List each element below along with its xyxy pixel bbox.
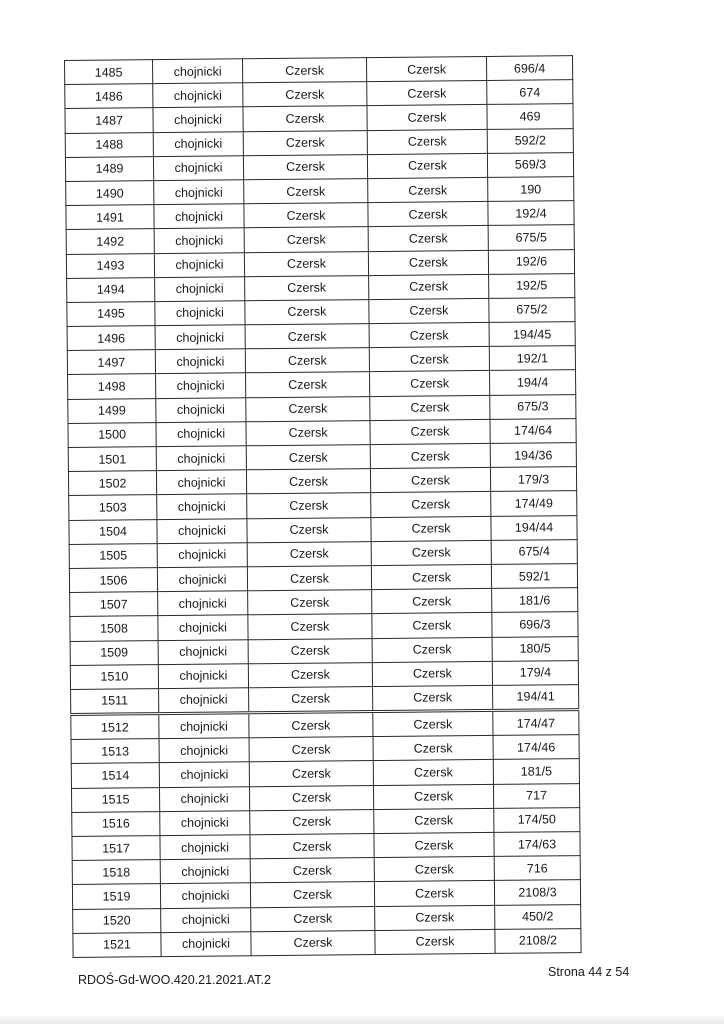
municipality-cell: Czersk bbox=[244, 251, 368, 276]
precinct-cell: Czersk bbox=[370, 395, 490, 420]
municipality-cell: Czersk bbox=[247, 566, 371, 591]
county-cell: chojnicki bbox=[153, 107, 243, 132]
municipality-cell: Czersk bbox=[251, 906, 375, 931]
municipality-cell: Czersk bbox=[243, 82, 367, 107]
parcel-number-cell: 194/44 bbox=[491, 515, 577, 540]
precinct-cell: Czersk bbox=[369, 298, 489, 323]
precinct-cell: Czersk bbox=[373, 736, 493, 761]
row-number-cell: 1500 bbox=[68, 422, 156, 447]
row-number-cell: 1513 bbox=[71, 739, 159, 764]
municipality-cell: Czersk bbox=[246, 396, 370, 421]
parcel-number-cell: 2108/3 bbox=[494, 880, 580, 905]
county-cell: chojnicki bbox=[157, 567, 247, 592]
precinct-cell: Czersk bbox=[370, 419, 490, 444]
county-cell: chojnicki bbox=[160, 835, 250, 860]
county-cell: chojnicki bbox=[154, 204, 244, 229]
row-number-cell: 1516 bbox=[72, 811, 160, 836]
county-cell: chojnicki bbox=[156, 422, 246, 447]
county-cell: chojnicki bbox=[153, 59, 243, 84]
parcel-number-cell: 592/1 bbox=[491, 564, 577, 589]
municipality-cell: Czersk bbox=[246, 420, 370, 445]
precinct-cell: Czersk bbox=[366, 56, 486, 81]
precinct-cell: Czersk bbox=[372, 637, 492, 662]
precinct-cell: Czersk bbox=[372, 613, 492, 638]
municipality-cell: Czersk bbox=[250, 809, 374, 834]
county-cell: chojnicki bbox=[160, 883, 250, 908]
row-number-cell: 1511 bbox=[71, 688, 159, 714]
parcel-number-cell: 194/36 bbox=[490, 443, 576, 468]
row-number-cell: 1496 bbox=[67, 326, 155, 351]
parcel-number-cell: 181/5 bbox=[493, 759, 579, 784]
municipality-cell: Czersk bbox=[251, 930, 375, 955]
parcel-number-cell: 717 bbox=[493, 783, 579, 808]
county-cell: chojnicki bbox=[154, 228, 244, 253]
row-number-cell: 1508 bbox=[70, 616, 158, 641]
row-number-cell: 1509 bbox=[70, 640, 158, 665]
municipality-cell: Czersk bbox=[245, 348, 369, 373]
county-cell: chojnicki bbox=[159, 762, 249, 787]
row-number-cell: 1514 bbox=[71, 763, 159, 788]
county-cell: chojnicki bbox=[153, 131, 243, 156]
row-number-cell: 1512 bbox=[71, 714, 159, 740]
precinct-cell: Czersk bbox=[372, 589, 492, 614]
municipality-cell: Czersk bbox=[247, 541, 371, 566]
county-cell: chojnicki bbox=[153, 156, 243, 181]
row-number-cell: 1487 bbox=[65, 108, 153, 133]
municipality-cell: Czersk bbox=[243, 130, 367, 155]
case-reference: RDOŚ-Gd-WOO.420.21.2021.AT.2 bbox=[78, 973, 271, 987]
precinct-cell: Czersk bbox=[371, 564, 491, 589]
municipality-cell: Czersk bbox=[248, 638, 372, 663]
precinct-cell: Czersk bbox=[369, 322, 489, 347]
row-number-cell: 1494 bbox=[67, 277, 155, 302]
precinct-cell: Czersk bbox=[375, 905, 495, 930]
parcel-number-cell: 675/5 bbox=[488, 225, 574, 250]
municipality-cell: Czersk bbox=[244, 179, 368, 204]
parcel-number-cell: 190 bbox=[488, 177, 574, 202]
county-cell: chojnicki bbox=[157, 543, 247, 568]
row-number-cell: 1498 bbox=[68, 374, 156, 399]
page-number: Strona 44 z 54 bbox=[548, 965, 630, 979]
municipality-cell: Czersk bbox=[243, 106, 367, 131]
row-number-cell: 1491 bbox=[66, 205, 154, 230]
county-cell: chojnicki bbox=[158, 615, 248, 640]
county-cell: chojnicki bbox=[157, 518, 247, 543]
parcel-number-cell: 675/3 bbox=[490, 394, 576, 419]
parcel-table bbox=[64, 55, 582, 958]
county-cell: chojnicki bbox=[155, 276, 245, 301]
row-number-cell: 1515 bbox=[71, 787, 159, 812]
row-number-cell: 1504 bbox=[69, 519, 157, 544]
precinct-cell: Czersk bbox=[368, 226, 488, 251]
precinct-cell: Czersk bbox=[367, 129, 487, 154]
parcel-number-cell: 675/2 bbox=[489, 297, 575, 322]
county-cell: chojnicki bbox=[160, 859, 250, 884]
municipality-cell: Czersk bbox=[246, 445, 370, 470]
municipality-cell: Czersk bbox=[249, 737, 373, 762]
precinct-cell: Czersk bbox=[374, 832, 494, 857]
row-number-cell: 1521 bbox=[73, 932, 161, 957]
precinct-cell: Czersk bbox=[367, 153, 487, 178]
row-number-cell: 1490 bbox=[66, 181, 154, 206]
municipality-cell: Czersk bbox=[248, 614, 372, 639]
row-number-cell: 1497 bbox=[67, 350, 155, 375]
precinct-cell: Czersk bbox=[369, 274, 489, 299]
page-edge-shadow bbox=[0, 1014, 724, 1024]
precinct-cell: Czersk bbox=[369, 347, 489, 372]
precinct-cell: Czersk bbox=[368, 202, 488, 227]
municipality-cell: Czersk bbox=[250, 834, 374, 859]
row-number-cell: 1499 bbox=[68, 398, 156, 423]
precinct-cell: Czersk bbox=[372, 661, 492, 686]
county-cell: chojnicki bbox=[156, 397, 246, 422]
precinct-cell: Czersk bbox=[367, 105, 487, 130]
row-number-cell: 1495 bbox=[67, 302, 155, 327]
precinct-cell: Czersk bbox=[368, 250, 488, 275]
parcel-number-cell: 174/63 bbox=[494, 832, 580, 857]
row-number-cell: 1517 bbox=[72, 836, 160, 861]
precinct-cell: Czersk bbox=[374, 881, 494, 906]
parcel-number-cell: 716 bbox=[494, 856, 580, 881]
row-number-cell: 1489 bbox=[65, 156, 153, 181]
parcel-number-cell: 192/1 bbox=[489, 346, 575, 371]
row-number-cell: 1492 bbox=[66, 229, 154, 254]
municipality-cell: Czersk bbox=[249, 785, 373, 810]
parcel-number-cell: 194/4 bbox=[490, 370, 576, 395]
precinct-cell: Czersk bbox=[368, 177, 488, 202]
row-number-cell: 1486 bbox=[65, 84, 153, 109]
parcel-number-cell: 181/6 bbox=[492, 588, 578, 613]
precinct-cell: Czersk bbox=[373, 710, 493, 736]
row-number-cell: 1493 bbox=[66, 253, 154, 278]
municipality-cell: Czersk bbox=[248, 662, 372, 687]
county-cell: chojnicki bbox=[159, 738, 249, 763]
precinct-cell: Czersk bbox=[375, 929, 495, 954]
county-cell: chojnicki bbox=[159, 688, 249, 714]
precinct-cell: Czersk bbox=[367, 81, 487, 106]
county-cell: chojnicki bbox=[156, 470, 246, 495]
municipality-cell: Czersk bbox=[246, 469, 370, 494]
municipality-cell: Czersk bbox=[245, 299, 369, 324]
county-cell: chojnicki bbox=[159, 713, 249, 739]
municipality-cell: Czersk bbox=[244, 227, 368, 252]
row-number-cell: 1506 bbox=[69, 568, 157, 593]
county-cell: chojnicki bbox=[158, 639, 248, 664]
precinct-cell: Czersk bbox=[373, 784, 493, 809]
row-number-cell: 1503 bbox=[69, 495, 157, 520]
municipality-cell: Czersk bbox=[250, 858, 374, 883]
municipality-cell: Czersk bbox=[247, 517, 371, 542]
parcel-number-cell: 179/4 bbox=[492, 660, 578, 685]
parcel-number-cell: 469 bbox=[487, 104, 573, 129]
row-number-cell: 1488 bbox=[65, 132, 153, 157]
parcel-number-cell: 569/3 bbox=[487, 152, 573, 177]
precinct-cell: Czersk bbox=[371, 516, 491, 541]
county-cell: chojnicki bbox=[155, 349, 245, 374]
row-number-cell: 1507 bbox=[70, 592, 158, 617]
row-number-cell: 1505 bbox=[69, 543, 157, 568]
county-cell: chojnicki bbox=[160, 811, 250, 836]
row-number-cell: 1502 bbox=[68, 471, 156, 496]
parcel-number-cell: 194/45 bbox=[489, 322, 575, 347]
municipality-cell: Czersk bbox=[249, 686, 373, 712]
precinct-cell: Czersk bbox=[374, 857, 494, 882]
parcel-number-cell: 180/5 bbox=[492, 636, 578, 661]
municipality-cell: Czersk bbox=[242, 58, 366, 83]
precinct-cell: Czersk bbox=[374, 808, 494, 833]
municipality-cell: Czersk bbox=[243, 154, 367, 179]
municipality-cell: Czersk bbox=[249, 712, 373, 738]
county-cell: chojnicki bbox=[157, 494, 247, 519]
county-cell: chojnicki bbox=[155, 325, 245, 350]
county-cell: chojnicki bbox=[156, 446, 246, 471]
county-cell: chojnicki bbox=[155, 301, 245, 326]
municipality-cell: Czersk bbox=[245, 324, 369, 349]
precinct-cell: Czersk bbox=[371, 540, 491, 565]
precinct-cell: Czersk bbox=[370, 371, 490, 396]
precinct-cell: Czersk bbox=[373, 760, 493, 785]
parcel-number-cell: 696/3 bbox=[492, 612, 578, 637]
parcel-number-cell: 192/5 bbox=[489, 273, 575, 298]
parcel-number-cell: 174/50 bbox=[494, 807, 580, 832]
county-cell: chojnicki bbox=[156, 373, 246, 398]
municipality-cell: Czersk bbox=[245, 275, 369, 300]
row-number-cell: 1520 bbox=[73, 908, 161, 933]
row-number-cell: 1519 bbox=[72, 884, 160, 909]
parcel-table-body bbox=[65, 56, 582, 958]
parcel-number-cell: 450/2 bbox=[495, 904, 581, 929]
precinct-cell: Czersk bbox=[373, 685, 493, 711]
parcel-number-cell: 592/2 bbox=[487, 128, 573, 153]
parcel-number-cell: 675/4 bbox=[491, 539, 577, 564]
parcel-number-cell: 192/6 bbox=[488, 249, 574, 274]
parcel-number-cell: 174/47 bbox=[493, 710, 579, 736]
parcel-number-cell: 696/4 bbox=[486, 56, 572, 81]
parcel-number-cell: 674 bbox=[487, 80, 573, 105]
precinct-cell: Czersk bbox=[371, 492, 491, 517]
row-number-cell: 1510 bbox=[70, 664, 158, 689]
parcel-number-cell: 174/46 bbox=[493, 735, 579, 760]
row-number-cell: 1501 bbox=[68, 447, 156, 472]
municipality-cell: Czersk bbox=[244, 203, 368, 228]
county-cell: chojnicki bbox=[158, 591, 248, 616]
row-number-cell: 1518 bbox=[72, 860, 160, 885]
parcel-number-cell: 2108/2 bbox=[495, 928, 581, 953]
municipality-cell: Czersk bbox=[248, 590, 372, 615]
municipality-cell: Czersk bbox=[247, 493, 371, 518]
county-cell: chojnicki bbox=[161, 931, 251, 956]
precinct-cell: Czersk bbox=[370, 468, 490, 493]
municipality-cell: Czersk bbox=[250, 882, 374, 907]
precinct-cell: Czersk bbox=[370, 443, 490, 468]
parcel-number-cell: 179/3 bbox=[490, 467, 576, 492]
table-row bbox=[73, 928, 581, 957]
parcel-number-cell: 174/64 bbox=[490, 418, 576, 443]
parcel-number-cell: 174/49 bbox=[491, 491, 577, 516]
county-cell: chojnicki bbox=[154, 252, 244, 277]
county-cell: chojnicki bbox=[158, 663, 248, 688]
municipality-cell: Czersk bbox=[246, 372, 370, 397]
county-cell: chojnicki bbox=[161, 907, 251, 932]
parcel-number-cell: 194/41 bbox=[493, 684, 579, 710]
row-number-cell: 1485 bbox=[65, 60, 153, 85]
municipality-cell: Czersk bbox=[249, 761, 373, 786]
county-cell: chojnicki bbox=[154, 180, 244, 205]
county-cell: chojnicki bbox=[153, 83, 243, 108]
county-cell: chojnicki bbox=[159, 786, 249, 811]
parcel-number-cell: 192/4 bbox=[488, 201, 574, 226]
